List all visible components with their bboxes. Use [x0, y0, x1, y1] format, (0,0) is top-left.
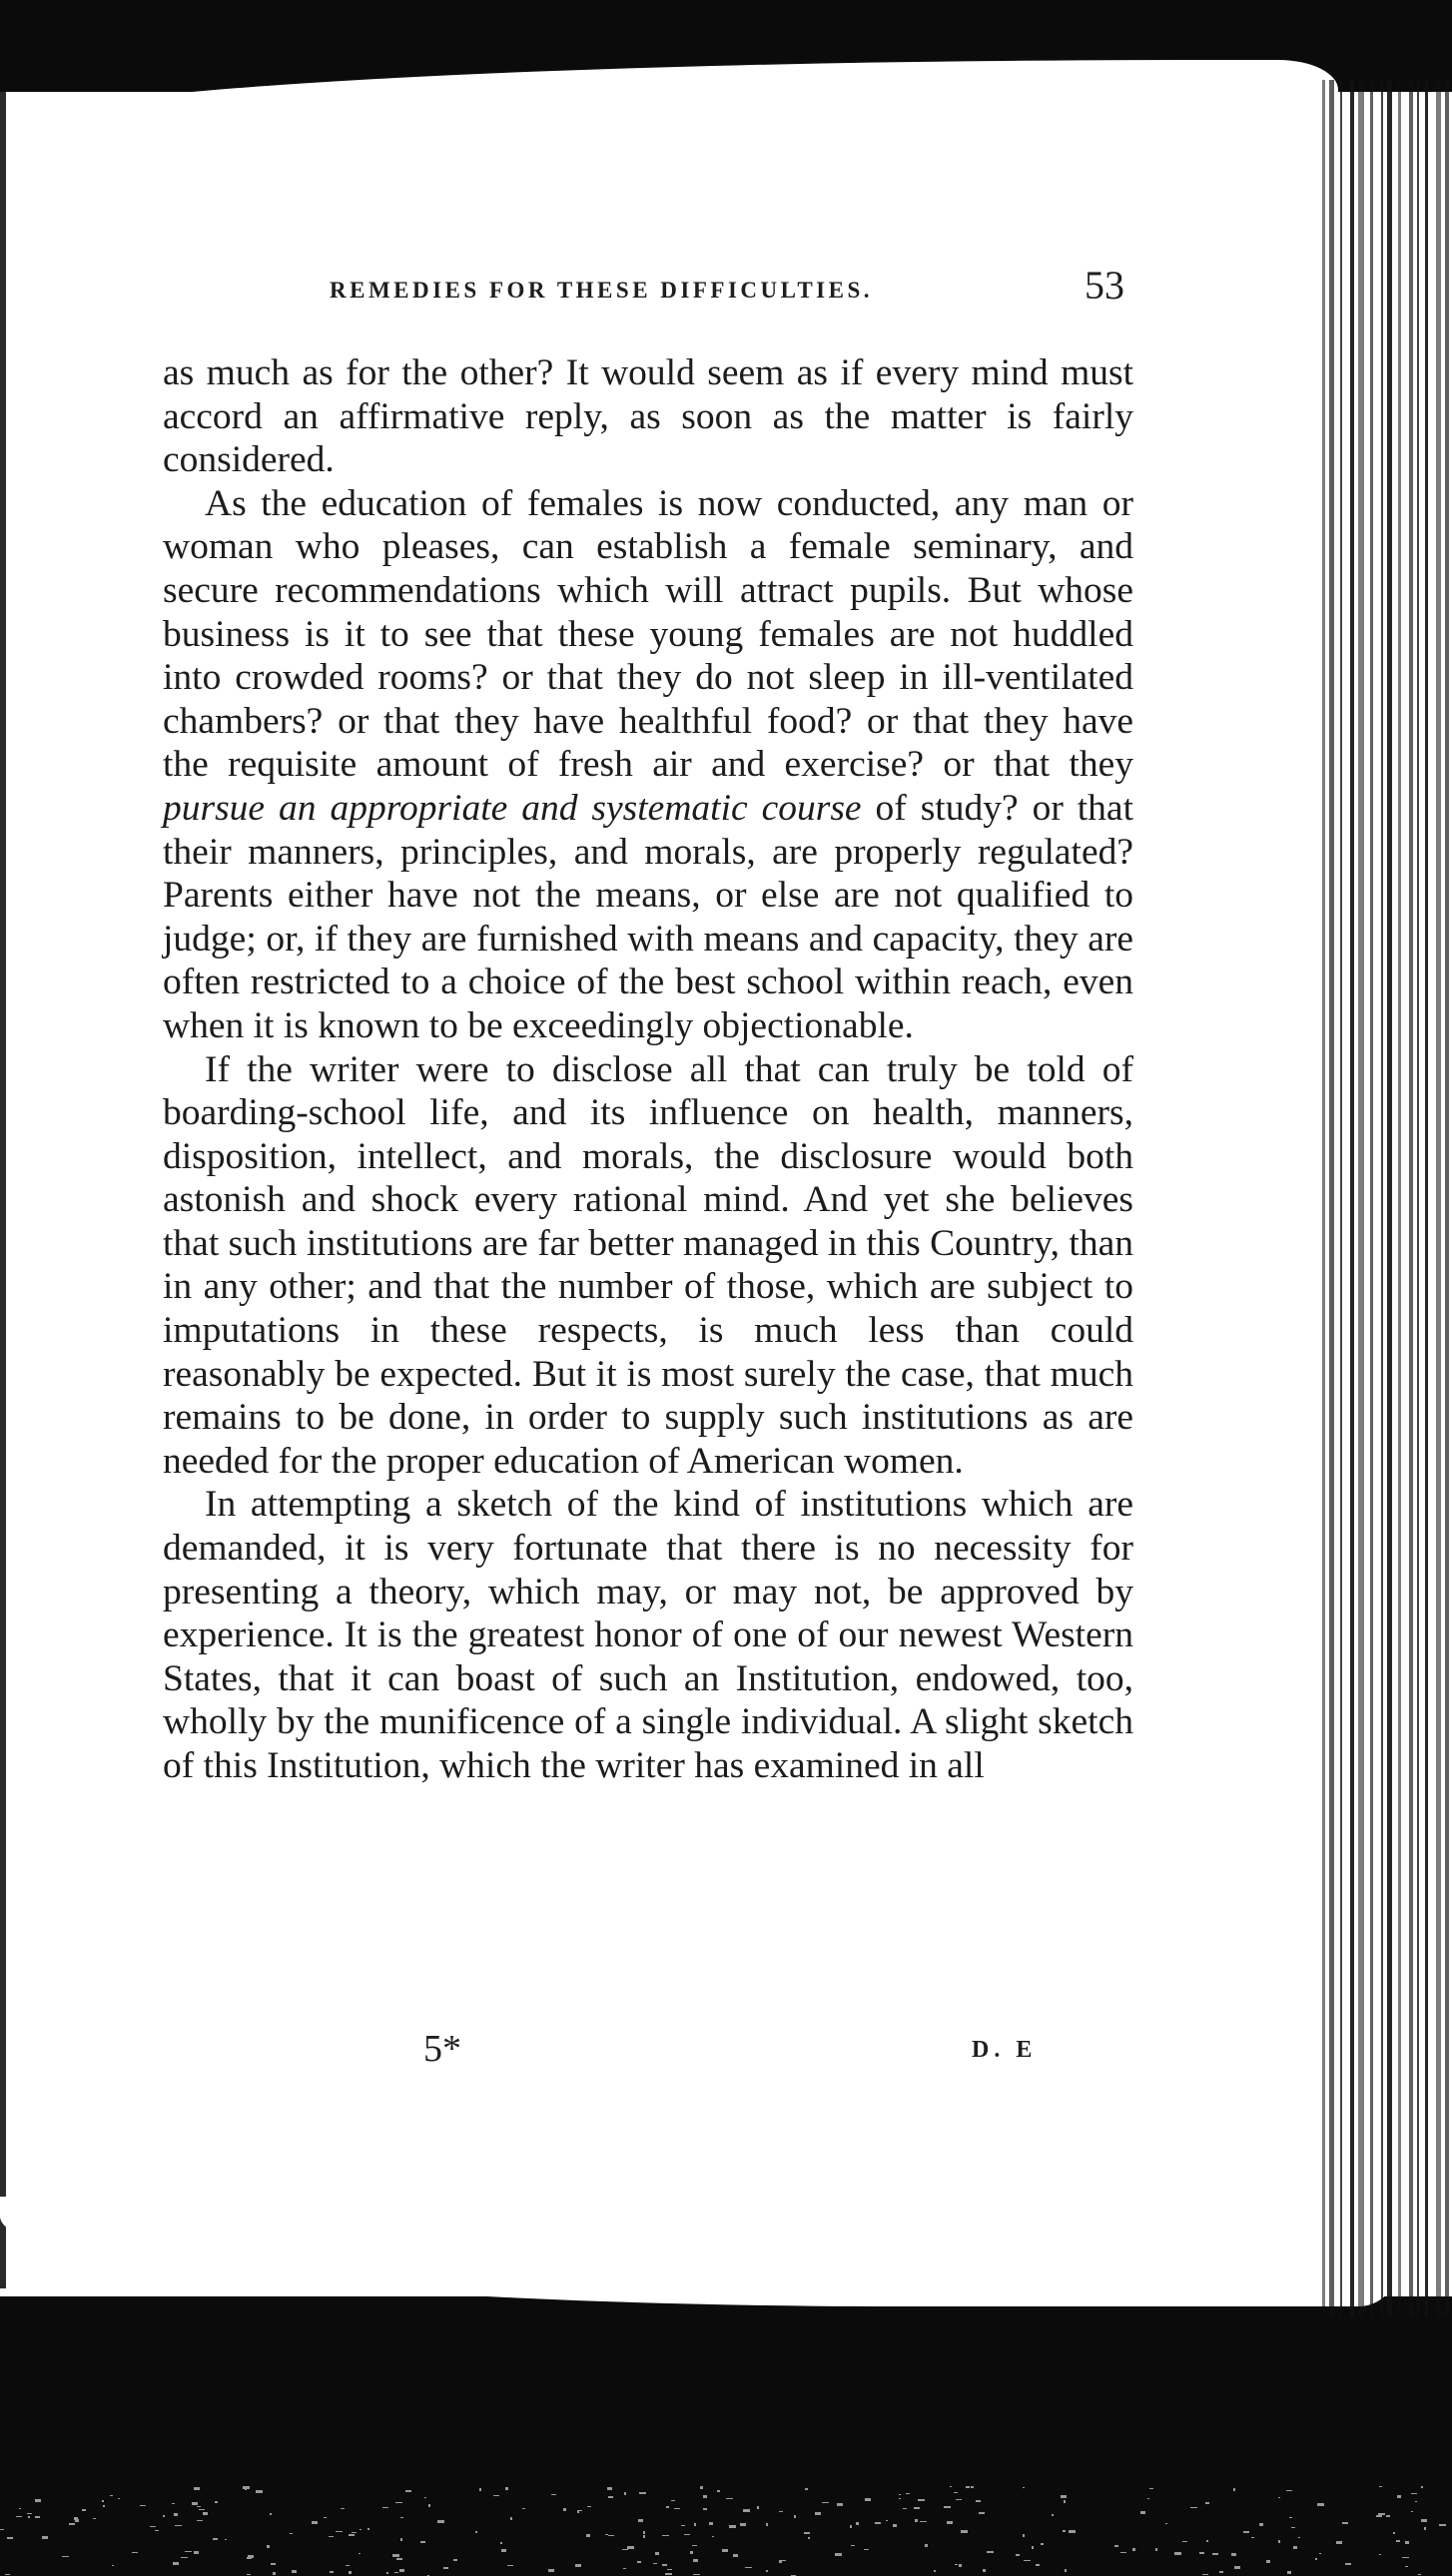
scan-speckle: [1411, 2493, 1417, 2494]
scan-speckle: [690, 2551, 693, 2554]
scan-speckle: [349, 2571, 352, 2574]
scan-speckle: [27, 2513, 32, 2514]
scan-speckle: [1233, 2488, 1235, 2491]
scan-speckle: [671, 2500, 675, 2501]
paragraph-education-of-females: [163, 482, 1133, 1048]
scan-speckle: [906, 2493, 910, 2494]
scan-speckle: [248, 2555, 254, 2558]
scan-speckle: [934, 2570, 936, 2572]
scan-speckle: [959, 2564, 962, 2567]
scan-speckle: [639, 2492, 646, 2494]
scan-speckle: [703, 2508, 707, 2510]
scan-speckle: [674, 2508, 680, 2509]
page-edge-line: [1358, 80, 1364, 2316]
scan-speckle: [16, 2516, 22, 2517]
scan-speckle: [805, 2488, 808, 2490]
scan-speckle: [1298, 2537, 1300, 2538]
scan-speckle: [655, 2552, 659, 2555]
scan-speckle: [684, 2534, 690, 2535]
scan-speckle: [722, 2549, 728, 2552]
stacked-page-edges: [1318, 80, 1452, 2316]
paragraph-boarding-school-life: If the writer were to disclose all that can truly be told of boarding-school life, and its influence on health, manners, disposition, intellect, and morals, the disclosure would both astonish and shock every rational mind. And yet she believes that such institutions are far better managed in this Country, than in any other; and that the number of those, which are subject to imputations in these respects, is much less than could reasonably be expected. But it is most surely the case, that much remains to be done, in order to supply such institutions as are needed for the proper education of American women.: [163, 1048, 1133, 1482]
scan-speckle: [757, 2506, 759, 2509]
scan-speckle: [110, 2495, 113, 2496]
scan-speckle: [666, 2506, 669, 2508]
scan-speckle: [185, 2551, 192, 2552]
scan-speckle: [522, 2508, 525, 2509]
scan-speckle: [1278, 2497, 1280, 2498]
scan-speckle: [194, 2551, 199, 2554]
scan-speckle: [1069, 2530, 1076, 2533]
page-edge-line: [1436, 80, 1441, 2316]
scan-speckle: [808, 2537, 810, 2539]
scan-speckle: [507, 2565, 513, 2566]
scan-speckle: [367, 2528, 369, 2530]
scan-speckle: [779, 2511, 783, 2512]
scan-speckle: [155, 2530, 159, 2531]
scan-speckle: [966, 2486, 970, 2488]
scan-speckle: [662, 2535, 669, 2536]
scan-speckle: [405, 2490, 411, 2492]
scan-speckle: [1405, 2541, 1409, 2544]
scan-speckle: [893, 2524, 897, 2527]
scan-speckle: [605, 2534, 608, 2535]
scan-speckle: [694, 2523, 696, 2526]
scan-speckle: [330, 2571, 334, 2573]
scan-speckle: [175, 2525, 182, 2526]
page-edge-line: [1350, 80, 1354, 2316]
scan-speckle: [1114, 2545, 1118, 2547]
scan-speckle: [1386, 2515, 1390, 2517]
scan-speckle: [270, 2513, 272, 2515]
scan-speckle: [1234, 2566, 1240, 2569]
scan-speckle: [624, 2492, 626, 2495]
scan-speckle: [815, 2512, 821, 2515]
scan-speckle: [1205, 2502, 1209, 2504]
scan-speckle: [1259, 2523, 1263, 2526]
scan-speckle: [1243, 2531, 1249, 2533]
scan-speckle: [150, 2526, 156, 2527]
scan-speckle: [1289, 2517, 1292, 2518]
scan-speckle: [245, 2489, 247, 2490]
scan-speckle: [360, 2529, 362, 2530]
scan-speckle: [341, 2508, 345, 2509]
scan-speckle: [1140, 2511, 1145, 2514]
scan-speckle: [505, 2487, 508, 2490]
scan-speckle: [1424, 2527, 1426, 2530]
scan-speckle: [1251, 2537, 1254, 2538]
page-edge-line: [1445, 80, 1449, 2316]
scan-speckle: [399, 2569, 404, 2572]
page-edge-line: [1340, 80, 1342, 2316]
scan-speckle: [336, 2531, 343, 2532]
scan-speckle: [983, 2569, 986, 2572]
scan-speckle: [1393, 2532, 1395, 2534]
scan-speckle: [851, 2545, 855, 2546]
scan-speckle: [312, 2521, 318, 2524]
scan-bottom-noise: [0, 2486, 1452, 2576]
scan-speckle: [1065, 2569, 1067, 2572]
scan-speckle: [181, 2557, 188, 2558]
scan-speckle: [643, 2531, 645, 2534]
scan-speckle: [103, 2505, 105, 2507]
scan-speckle: [717, 2490, 720, 2492]
scan-speckle: [501, 2549, 506, 2552]
paragraph-text-after-italic: of study? or that their manners, principles, and morals, are properly regulated? Parents either have not the means, or else are not qualified to judge; or, if they are furnished with means and capacity, they are often restricted to a choice of the best school within reach, even when it is known to be exceedingly objectionable.: [163, 787, 1133, 1046]
scan-speckle: [643, 2535, 645, 2538]
scan-left-edge: [0, 92, 6, 2288]
scan-speckle: [766, 2570, 768, 2572]
scan-speckle: [1286, 2490, 1292, 2491]
scan-speckle: [510, 2517, 512, 2520]
scan-speckle: [979, 2512, 985, 2514]
scan-speckle: [1212, 2553, 1218, 2555]
scan-speckle: [729, 2525, 736, 2528]
scan-speckle: [637, 2561, 641, 2563]
scan-speckle: [693, 2559, 698, 2562]
scan-speckle: [163, 2515, 165, 2517]
scan-speckle: [622, 2549, 628, 2550]
page-edge-line: [1398, 80, 1401, 2316]
scan-speckle: [662, 2564, 667, 2566]
scan-speckle: [961, 2530, 968, 2533]
scan-speckle: [1219, 2571, 1223, 2573]
scan-speckle: [225, 2539, 227, 2540]
scan-speckle: [1405, 2566, 1408, 2567]
page-edge-line: [1381, 80, 1383, 2316]
scan-speckle: [437, 2520, 444, 2523]
scan-speckle: [475, 2531, 477, 2533]
scan-speckle: [743, 2509, 750, 2512]
scan-speckle: [74, 2517, 78, 2520]
scan-speckle: [256, 2490, 263, 2493]
scan-speckle: [886, 2520, 888, 2521]
scan-speckle: [1291, 2527, 1295, 2528]
scan-speckle: [424, 2497, 426, 2498]
scan-speckle: [1421, 2519, 1427, 2522]
scan-speckle: [976, 2500, 981, 2502]
page-bottom-curve: [0, 2197, 1398, 2306]
scan-speckle: [918, 2499, 925, 2501]
scan-speckle: [587, 2506, 591, 2507]
scan-speckle: [903, 2508, 907, 2509]
body-text: [163, 351, 1133, 1788]
scan-speckle: [1421, 2486, 1423, 2488]
scan-speckle: [324, 2517, 327, 2518]
scan-speckle: [835, 2553, 842, 2556]
scan-speckle: [197, 2506, 201, 2507]
scan-speckle: [745, 2567, 752, 2568]
scan-speckle: [140, 2505, 146, 2506]
scan-speckle: [1278, 2540, 1280, 2543]
scan-speckle: [271, 2563, 276, 2565]
scan-speckle: [213, 2538, 218, 2540]
scan-speckle: [132, 2552, 138, 2553]
page-edge-line: [1409, 80, 1413, 2316]
scan-speckle: [950, 2486, 952, 2487]
scan-speckle: [1120, 2552, 1126, 2553]
paragraph-text-before-italic: As the education of females is now conducted, any man or woman who pleases, can establish a female seminary, and secure recommendations which will attract pupils. But whose business is it to see that these young females are not huddled into crowded rooms? or that they do not sleep in ill-ventilated chambers? or that they have healthful food? or that they have the requisite amount of fresh air and exercise? or that they: [163, 482, 1133, 786]
scan-speckle: [1231, 2553, 1236, 2556]
scan-speckle: [102, 2500, 104, 2502]
page-edge-line: [1425, 80, 1428, 2316]
scan-speckle: [899, 2498, 901, 2499]
scan-speckle: [0, 2529, 4, 2530]
page-edge-line: [1322, 80, 1325, 2316]
scan-speckle: [359, 2553, 361, 2554]
running-head: REMEDIES FOR THESE DIFFICULTIES.: [330, 278, 874, 303]
scan-speckle: [395, 2502, 402, 2503]
scan-speckle: [971, 2486, 974, 2488]
scan-speckle: [1155, 2548, 1157, 2551]
scan-speckle: [62, 2556, 69, 2557]
scan-speckle: [19, 2508, 21, 2509]
scan-speckle: [627, 2546, 634, 2549]
scan-speckle: [203, 2512, 208, 2515]
scan-speckle: [396, 2558, 402, 2560]
scan-speckle: [42, 2536, 48, 2539]
scan-speckle: [112, 2565, 114, 2566]
scan-speckle: [1342, 2522, 1348, 2524]
scan-speckle: [779, 2560, 786, 2561]
scan-speckle: [703, 2495, 707, 2498]
scan-speckle: [899, 2494, 901, 2495]
scan-speckle: [709, 2522, 713, 2525]
scan-speckle: [1378, 2513, 1385, 2515]
scan-speckle: [69, 2523, 75, 2525]
scan-speckle: [1317, 2503, 1324, 2506]
scan-speckle: [1439, 2524, 1446, 2526]
scan-speckle: [392, 2554, 399, 2557]
scan-speckle: [5, 2574, 10, 2575]
scan-speckle: [493, 2495, 499, 2496]
signature-letters: D. E: [972, 2037, 1038, 2063]
scan-speckle: [865, 2498, 871, 2501]
scan-speckle: [400, 2538, 402, 2541]
scan-speckle: [607, 2487, 612, 2490]
paragraph-sketch-of-institutions: In attempting a sketch of the kind of institutions which are demanded, it is very fortunate that there is no necessity for presenting a theory, which may, or may not, be approved by experience. It is the greatest honor of one of our newest Western States, that it can boast of such an Institution, endowed, too, wholly by the munificence of a single individual. A slight sketch of this Institution, which the writer has examined in all: [163, 1484, 1133, 1786]
scan-speckle: [197, 2520, 203, 2521]
scan-speckle: [1182, 2541, 1187, 2542]
signature-mark: 5*: [423, 2028, 461, 2070]
scan-speckle: [692, 2545, 697, 2546]
scan-speckle: [118, 2498, 120, 2499]
scan-speckle: [875, 2522, 881, 2524]
scan-speckle: [386, 2572, 388, 2574]
scan-speckle: [586, 2534, 590, 2537]
scan-speckle: [400, 2517, 403, 2518]
scan-speckle: [623, 2568, 626, 2569]
scan-speckle: [987, 2551, 994, 2553]
scan-speckle: [346, 2565, 350, 2566]
paragraph-continuation: as much as for the other? It would seem as if every mind must accord an affirmative reply, as soon as the matter is fairly considered.: [163, 352, 1133, 481]
page-edge-line: [1329, 80, 1334, 2316]
scan-speckle: [172, 2503, 175, 2504]
scan-speckle: [1032, 2546, 1034, 2549]
scan-speckle: [267, 2545, 270, 2548]
scan-speckle: [577, 2510, 582, 2511]
scan-speckle: [1379, 2554, 1381, 2555]
scan-speckle: [7, 2537, 13, 2539]
scan-speckle: [1315, 2558, 1317, 2560]
scan-speckle: [766, 2523, 768, 2526]
scan-speckle: [1266, 2560, 1270, 2563]
scan-speckle: [329, 2536, 334, 2537]
scan-speckle: [394, 2572, 398, 2573]
scan-speckle: [1052, 2514, 1054, 2516]
scan-speckle: [665, 2573, 672, 2575]
scan-speckle: [563, 2508, 566, 2511]
scan-speckle: [290, 2533, 293, 2534]
scan-speckle: [712, 2536, 714, 2537]
scan-speckle: [247, 2574, 251, 2575]
scan-speckle: [850, 2525, 852, 2528]
scan-speckle: [794, 2515, 796, 2518]
scan-speckle: [1147, 2498, 1149, 2499]
scan-speckle: [1396, 2540, 1400, 2542]
scan-speckle: [1397, 2495, 1401, 2498]
scan-speckle: [1036, 2564, 1040, 2566]
scan-speckle: [215, 2501, 218, 2503]
scan-speckle: [733, 2554, 738, 2557]
scan-speckle: [837, 2503, 843, 2506]
scan-speckle: [920, 2521, 927, 2522]
scan-speckle: [1023, 2487, 1025, 2488]
scan-speckle: [956, 2499, 962, 2500]
scan-speckle: [955, 2564, 958, 2565]
scan-speckle: [914, 2507, 920, 2509]
scan-speckle: [667, 2569, 672, 2570]
scan-speckle: [243, 2486, 250, 2489]
scan-speckle: [273, 2572, 276, 2575]
scan-speckle: [1293, 2546, 1297, 2549]
scan-speckle: [653, 2563, 657, 2564]
scan-speckle: [681, 2525, 685, 2526]
scan-speckle: [551, 2494, 556, 2495]
scan-speckle: [1174, 2552, 1181, 2555]
scan-speckle: [1319, 2553, 1321, 2554]
scan-speckle: [1165, 2523, 1167, 2524]
scan-speckle: [35, 2499, 41, 2502]
scan-speckle: [638, 2519, 643, 2522]
scan-speckle: [925, 2544, 928, 2547]
scan-speckle: [577, 2511, 579, 2513]
scan-speckle: [1287, 2571, 1291, 2574]
scan-speckle: [608, 2535, 614, 2536]
scan-speckle: [1016, 2554, 1020, 2556]
scan-speckle: [947, 2521, 953, 2524]
scan-speckle: [1379, 2486, 1382, 2487]
scan-speckle: [1411, 2511, 1413, 2512]
scan-speckle: [82, 2509, 86, 2511]
page-edge-line: [1417, 80, 1419, 2316]
scan-speckle: [1041, 2543, 1044, 2545]
scan-speckle: [1061, 2495, 1067, 2498]
scan-speckle: [740, 2523, 746, 2526]
scan-speckle: [1149, 2488, 1153, 2489]
scan-speckle: [1415, 2501, 1417, 2502]
scan-speckle: [1199, 2552, 1204, 2554]
scan-speckle: [693, 2574, 700, 2575]
scan-speckle: [822, 2502, 829, 2503]
scan-speckle: [804, 2532, 810, 2534]
scan-speckle: [1202, 2574, 1208, 2575]
scan-speckle: [93, 2518, 96, 2519]
scan-speckle: [479, 2488, 481, 2491]
scan-speckle: [453, 2559, 457, 2561]
scan-speckle: [1023, 2534, 1025, 2537]
scan-speckle: [864, 2549, 869, 2550]
scan-speckle: [1402, 2557, 1409, 2558]
scan-speckle: [944, 2506, 951, 2508]
scan-speckle: [915, 2519, 918, 2522]
scan-speckle: [856, 2522, 859, 2525]
scan-speckle: [779, 2561, 782, 2563]
scan-speckle: [726, 2498, 733, 2499]
scan-speckle: [1064, 2500, 1066, 2503]
scan-speckle: [548, 2569, 554, 2572]
scan-speckle: [35, 2516, 40, 2518]
scan-speckle: [349, 2534, 355, 2536]
scan-speckle: [443, 2567, 448, 2569]
scan-speckle: [174, 2513, 178, 2516]
scan-speckle: [199, 2509, 205, 2510]
scan-speckle: [292, 2570, 297, 2573]
scan-speckle: [1063, 2530, 1066, 2532]
scan-speckle: [1132, 2548, 1135, 2551]
scan-speckle: [428, 2504, 430, 2507]
scan-speckle: [575, 2564, 581, 2567]
scan-speckle: [1345, 2563, 1351, 2565]
scan-speckle: [28, 2516, 30, 2518]
scan-speckle: [1024, 2560, 1031, 2561]
scan-speckle: [1336, 2541, 1342, 2544]
scan-speckle: [194, 2487, 200, 2490]
scan-speckle: [1418, 2574, 1421, 2575]
scan-speckle: [954, 2492, 958, 2493]
italic-phrase: pursue an appropriate and systematic course: [163, 787, 862, 829]
scan-speckle: [173, 2562, 179, 2565]
page-edge-line: [1370, 80, 1373, 2316]
page-edge-line: [1387, 80, 1392, 2316]
scan-speckle: [1190, 2507, 1197, 2508]
scan-speckle: [420, 2541, 425, 2543]
page-number: 53: [1085, 263, 1124, 308]
scan-speckle: [700, 2486, 703, 2489]
scan-speckle: [1376, 2515, 1382, 2517]
scan-speckle: [500, 2542, 502, 2544]
scan-speckle: [1206, 2540, 1208, 2542]
scan-speckle: [382, 2507, 388, 2508]
scan-speckle: [608, 2496, 613, 2498]
scan-speckle: [192, 2502, 198, 2505]
scan-speckle: [352, 2532, 357, 2533]
